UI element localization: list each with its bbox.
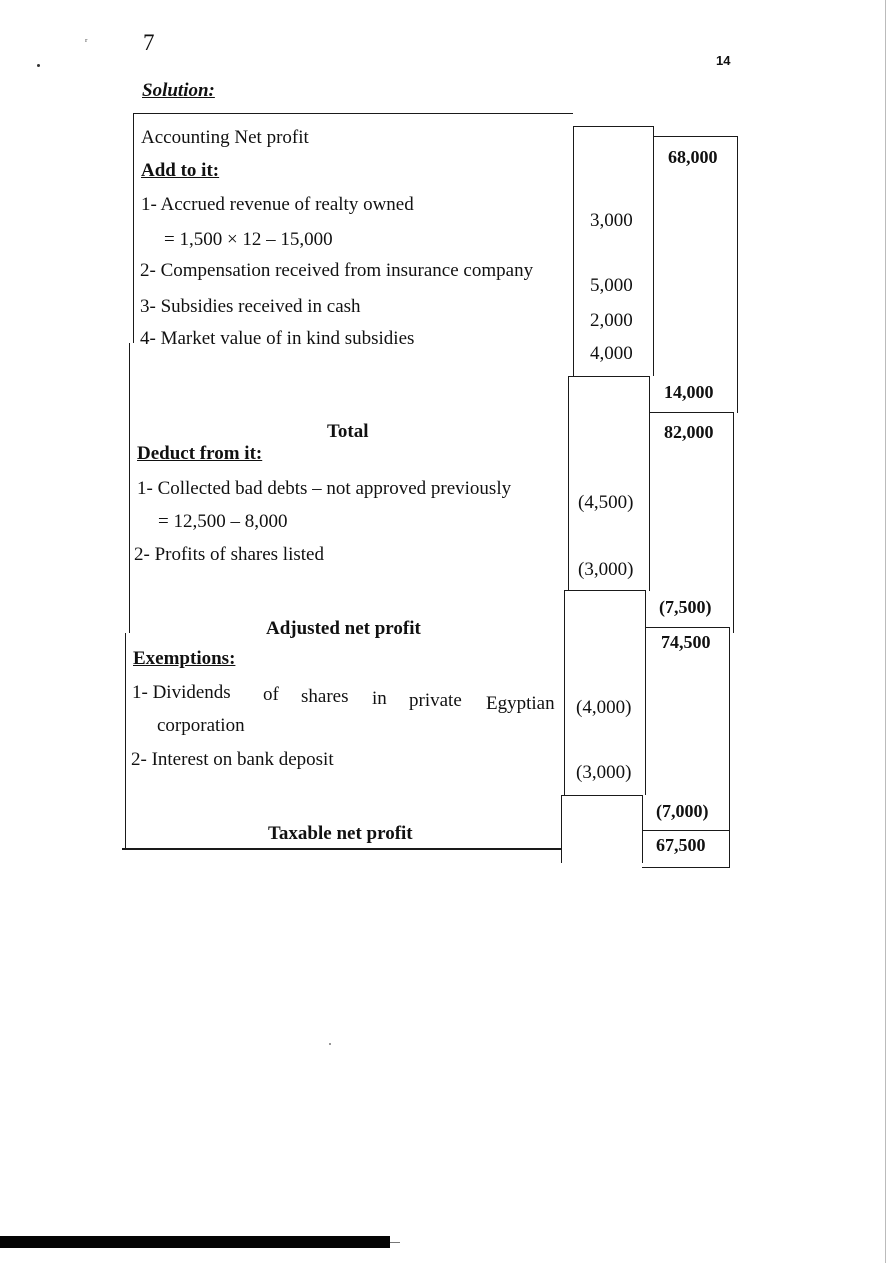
taxable-net-profit-value: 67,500	[656, 835, 706, 855]
deduct-item-formula: = 12,500 – 8,000	[158, 511, 288, 532]
add-item-value: 5,000	[590, 275, 633, 296]
exemption-item-value: (3,000)	[576, 762, 632, 783]
add-item-value: 3,000	[590, 210, 633, 231]
add-item-label: 2- Compensation received from insurance company	[140, 260, 534, 281]
taxable-net-profit-label: Taxable net profit	[268, 823, 413, 844]
column-border	[568, 376, 569, 591]
subtotal-line	[564, 590, 646, 591]
column-border	[573, 126, 574, 376]
column-border	[564, 591, 565, 795]
exemption-item-word: Egyptian	[486, 693, 555, 714]
total-label: Total	[327, 421, 369, 442]
adjusted-net-profit-value: 74,500	[661, 632, 711, 652]
sheet-number: 14	[716, 53, 731, 68]
exemptions-heading: Exemptions:	[133, 648, 236, 669]
deduct-heading: Deduct from it:	[137, 443, 263, 464]
table-border	[733, 413, 734, 633]
accounting-net-profit-label: Accounting Net profit	[141, 127, 309, 148]
add-item-formula: = 1,500 × 12 – 15,000	[164, 229, 333, 250]
exemption-item-word: 1- Dividends	[132, 682, 231, 703]
deduct-item-value: (4,500)	[578, 492, 634, 513]
table-border	[133, 113, 573, 114]
accounting-net-profit-value: 68,000	[668, 147, 718, 167]
add-item-label: 4- Market value of in kind subsidies	[140, 328, 415, 349]
subtotal-line	[645, 627, 730, 628]
subtotal-line	[642, 867, 730, 868]
deduct-item-value: (3,000)	[578, 559, 634, 580]
adjusted-net-profit-label: Adjusted net profit	[266, 618, 421, 639]
total-value: 82,000	[664, 422, 714, 442]
subtotal-line	[649, 412, 734, 413]
subtotal-line	[561, 795, 643, 796]
exemption-item-continuation: corporation	[157, 715, 245, 736]
add-heading: Add to it:	[141, 160, 220, 181]
exemptions-total-value: (7,000)	[656, 801, 709, 821]
table-border	[729, 628, 730, 868]
column-border	[573, 126, 653, 127]
table-border	[653, 136, 738, 137]
exemption-item-word: in	[372, 688, 387, 709]
add-item-value: 2,000	[590, 310, 633, 331]
page-number: 7	[143, 30, 155, 55]
subtotal-line	[568, 376, 650, 377]
column-border	[649, 376, 650, 591]
exemption-item-value: (4,000)	[576, 697, 632, 718]
column-border	[653, 126, 654, 376]
table-border	[129, 343, 130, 633]
scan-mark: ʳ	[85, 36, 88, 48]
add-total-value: 14,000	[664, 382, 714, 402]
column-border	[642, 795, 643, 863]
column-border	[645, 591, 646, 795]
table-border	[125, 633, 126, 848]
deduct-total-value: (7,500)	[659, 597, 712, 617]
exemption-item-word: private	[409, 690, 462, 711]
subtotal-line	[642, 830, 729, 831]
exemption-item-word: of	[263, 684, 279, 705]
table-border	[133, 113, 134, 343]
page-title: Solution:	[142, 80, 215, 101]
add-item-label: 3- Subsidies received in cash	[140, 296, 361, 317]
exemption-item-label: 2- Interest on bank deposit	[131, 749, 334, 770]
add-item-value: 4,000	[590, 343, 633, 364]
deduct-item-label: 2- Profits of shares listed	[134, 544, 324, 565]
add-item-label: 1- Accrued revenue of realty owned	[141, 194, 414, 215]
table-border	[122, 848, 562, 850]
column-border	[561, 795, 562, 863]
deduct-item-label: 1- Collected bad debts – not approved previously	[137, 478, 512, 499]
exemption-item-word: shares	[301, 686, 349, 707]
table-border	[737, 136, 738, 413]
